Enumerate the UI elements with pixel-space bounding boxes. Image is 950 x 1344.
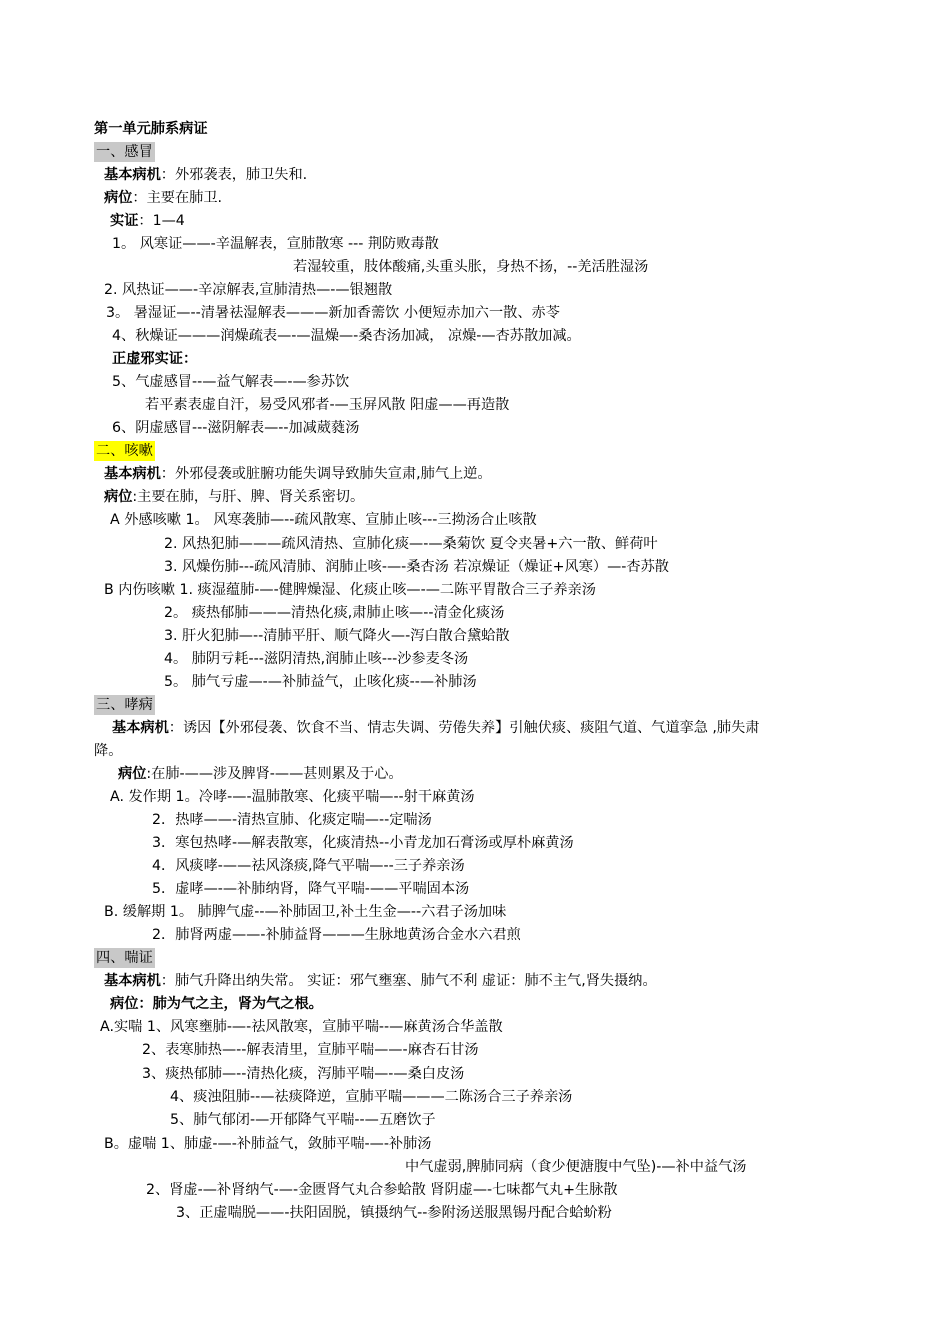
wheeze-line: B. 缓解期 1。 肺脾气虚--—补肺固卫,补土生金—--六君子汤加味 bbox=[104, 904, 507, 920]
mechanism-text: ：诱因【外邪侵袭、饮食不当、情志失调、劳倦失养】引触伏痰、痰阻气道、气道挛急 ,肺失肃 bbox=[168, 720, 760, 736]
wheeze-line: 2．热哮——-清热宣肺、化痰定喘—--定喘汤 bbox=[152, 812, 432, 828]
cold-line: 6、阴虚感冒---滋阴解表—--加减葳蕤汤 bbox=[112, 420, 360, 436]
shi-label: 实证 bbox=[110, 213, 139, 229]
dyspnea-line: 2、肾虚-—补肾纳气-—-金匮肾气丸合参蛤散 肾阴虚—-七味都气丸+生脉散 bbox=[146, 1182, 618, 1198]
wheeze-line: 4．风痰哮-——祛风涤痰,降气平喘—--三子养亲汤 bbox=[152, 858, 465, 874]
cough-line: 3. 肝火犯肺—--清肺平肝、顺气降火—-泻白散合黛蛤散 bbox=[164, 628, 510, 644]
cold-line: 若湿较重，肢体酸痛,头重头胀，身热不扬，--羌活胜湿汤 bbox=[293, 259, 649, 275]
section-heading-cough bbox=[94, 441, 155, 461]
heading-label: 一、感冒 bbox=[96, 144, 153, 160]
mechanism-label: 基本病机 bbox=[104, 973, 161, 989]
heading-label: 二、咳嗽 bbox=[96, 443, 153, 459]
cold-zxs-header: 正虚邪实证： bbox=[112, 351, 198, 367]
heading-label: 四、喘证 bbox=[96, 950, 153, 966]
cold-line: 5、气虚感冒--—益气解表—-—参苏饮 bbox=[112, 374, 350, 390]
section-heading-wheeze bbox=[94, 695, 155, 715]
mechanism-text: ：外邪侵袭或脏腑功能失调导致肺失宣肃,肺气上逆。 bbox=[160, 466, 492, 482]
location-label: 病位 bbox=[104, 190, 133, 206]
dyspnea-line: B。虚喘 1、肺虚-—-补肺益气，敛肺平喘-—-补肺汤 bbox=[104, 1136, 432, 1152]
cough-line: 5。 肺气亏虚—-—补肺益气，止咳化痰--—补肺汤 bbox=[164, 674, 477, 690]
wheeze-line: 3．寒包热哮-—解表散寒，化痰清热--小青龙加石膏汤或厚朴麻黄汤 bbox=[152, 835, 574, 851]
dyspnea-line: 3、痰热郁肺—--清热化痰，泻肺平喘—-—桑白皮汤 bbox=[142, 1066, 465, 1082]
dyspnea-line: A.实喘 1、风寒壅肺-—-祛风散寒，宣肺平喘--—麻黄汤合华盖散 bbox=[100, 1019, 503, 1035]
location-text: :在肺-——涉及脾肾-——甚则累及于心。 bbox=[146, 766, 403, 782]
wheeze-line: 5．虚哮—-—补肺纳肾，降气平喘-——平喘固本汤 bbox=[152, 881, 470, 897]
dyspnea-line: 中气虚弱,脾肺同病（食少便溏腹中气坠)-—补中益气汤 bbox=[405, 1159, 747, 1175]
section-heading-cold bbox=[94, 142, 155, 162]
location-text: :主要在肺，与肝、脾、肾关系密切。 bbox=[132, 489, 365, 505]
section-heading-dyspnea bbox=[94, 948, 155, 968]
cold-line: 4、秋燥证———润燥疏表—-—温燥—-桑杏汤加减， 凉燥-—杏苏散加减。 bbox=[112, 328, 581, 344]
cough-line: 2. 风热犯肺———疏风清热、宣肺化痰—-—桑菊饮 夏令夹暑+六一散、鲜荷叶 bbox=[164, 536, 658, 552]
wheeze-location bbox=[118, 764, 403, 784]
mechanism-label: 基本病机 bbox=[104, 167, 161, 183]
page-title: 第一单元肺系病证 bbox=[94, 121, 208, 137]
cold-shi-header bbox=[110, 211, 185, 231]
dyspnea-mechanism bbox=[104, 971, 657, 991]
cough-line: A 外感咳嗽 1。 风寒袭肺—--疏风散寒、宣肺止咳---三拗汤合止咳散 bbox=[110, 512, 537, 528]
dyspnea-line: 3、正虚喘脱——-扶阳固脱，镇摄纳气--参附汤送服黑锡丹配合蛤蚧粉 bbox=[176, 1205, 612, 1221]
mechanism-label: 基本病机 bbox=[112, 720, 169, 736]
heading-label: 三、哮病 bbox=[96, 697, 153, 713]
wheeze-line: A. 发作期 1。冷哮-—-温肺散寒、化痰平喘—--射干麻黄汤 bbox=[110, 789, 475, 805]
wheeze-mechanism bbox=[112, 718, 759, 738]
cough-line: 2。 痰热郁肺———清热化痰,肃肺止咳—--清金化痰汤 bbox=[164, 605, 505, 621]
cough-line: B 内伤咳嗽 1. 痰湿蕴肺-—-健脾燥湿、化痰止咳—-—二陈平胃散合三子养亲汤 bbox=[104, 582, 596, 598]
cold-line: 若平素表虚自汗，易受风邪者-—玉屏风散 阳虚——再造散 bbox=[145, 397, 510, 413]
cough-mechanism bbox=[104, 464, 492, 484]
mechanism-text: ：外邪袭表，肺卫失和. bbox=[160, 167, 308, 183]
wheeze-line: 2．肺肾两虚——-补肺益肾———生脉地黄汤合金水六君煎 bbox=[152, 927, 521, 943]
cold-line: 2. 风热证——-辛凉解表,宣肺清热—-—银翘散 bbox=[104, 282, 393, 298]
wheeze-mechanism-cont: 降。 bbox=[94, 743, 123, 759]
cough-line: 4。 肺阴亏耗---滋阴清热,润肺止咳---沙参麦冬汤 bbox=[164, 651, 469, 667]
dyspnea-line: 5、肺气郁闭-—开郁降气平喘--—五磨饮子 bbox=[170, 1112, 436, 1128]
mechanism-text: ：肺气升降出纳失常。 实证：邪气壅塞、肺气不利 虚证：肺不主气,肾失摄纳。 bbox=[160, 973, 657, 989]
cold-mechanism bbox=[104, 165, 307, 185]
dyspnea-location: 病位：肺为气之主，肾为气之根。 bbox=[110, 996, 323, 1012]
location-label: 病位 bbox=[118, 766, 147, 782]
cold-line: 1。 风寒证——-辛温解表，宣肺散寒 --- 荆防败毒散 bbox=[112, 236, 439, 252]
mechanism-label: 基本病机 bbox=[104, 466, 161, 482]
dyspnea-line: 4、痰浊阻肺--—祛痰降逆，宣肺平喘———二陈汤合三子养亲汤 bbox=[170, 1089, 573, 1105]
cough-location bbox=[104, 487, 364, 507]
cold-line: 3。 暑湿证—--清暑祛湿解表———新加香薷饮 小便短赤加六一散、赤苓 bbox=[106, 305, 560, 321]
location-text: ：主要在肺卫. bbox=[132, 190, 223, 206]
location-label: 病位 bbox=[104, 489, 133, 505]
shi-text: ：1—4 bbox=[138, 213, 185, 229]
cough-line: 3. 风燥伤肺---疏风清肺、润肺止咳-—-桑杏汤 若凉燥证（燥证+风寒）—-杏苏散 bbox=[164, 559, 669, 575]
dyspnea-line: 2、表寒肺热—--解表清里，宣肺平喘——-麻杏石甘汤 bbox=[142, 1042, 479, 1058]
cold-location bbox=[104, 188, 222, 208]
